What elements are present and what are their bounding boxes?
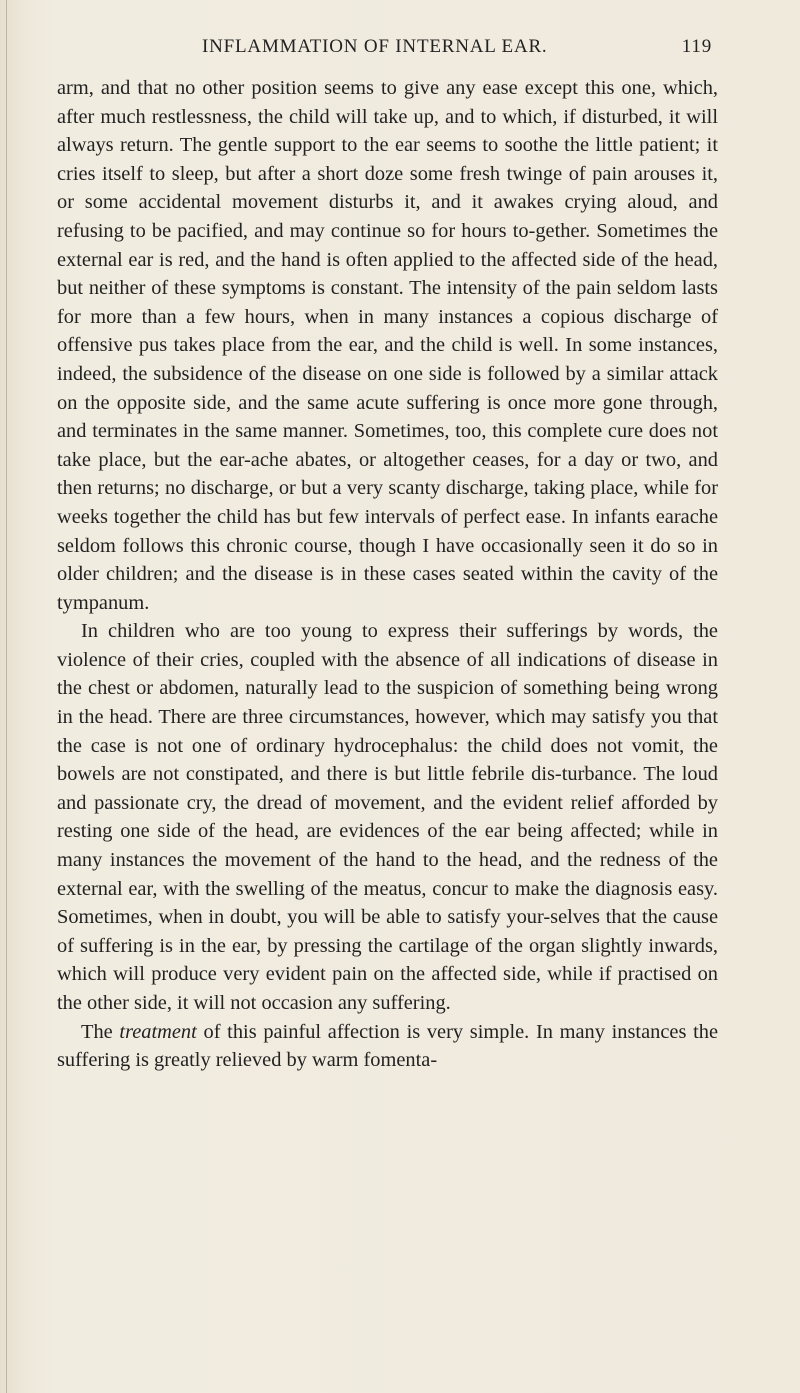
paragraph-text: The xyxy=(81,1020,120,1043)
paragraph: In children who are too young to express their sufferings by words, the violence of their cries, coupled with the absence of all indications of disease in the chest or abdomen, naturally lead to the suspicion of something being wrong in the head. There are three circumstances, however, which may satisfy you that the case is not one of ordinary hydrocephalus: the child does not vomit, the bowels are not constipated, and there is but little febrile dis-turbance. The loud and passionate cry, the dread of movement, and the evident relief afforded by resting one side of the head, are evidences of the ear being affected; while in many instances the movement of the hand to the head, and the redness of the external ear, with the swelling of the meatus, concur to make the diagnosis easy. Sometimes, when in doubt, you will be able to satisfy your-selves that the cause of suffering is in the ear, by pressing the cartilage of the organ slightly inwards, which will produce very evident pain on the affected side, while if practised on the other side, it will not occasion any suffering. xyxy=(57,620,718,1014)
page-gutter-edge xyxy=(6,0,7,1393)
page-header xyxy=(202,36,712,66)
running-head: INFLAMMATION OF INTERNAL EAR. xyxy=(202,36,548,57)
paragraph xyxy=(57,1018,718,1075)
paragraph-text: of this painful affection is very simple. In many instances the suffering is greatly relieved by warm fomenta- xyxy=(57,1020,718,1072)
body-text xyxy=(57,74,718,1075)
page-number: 119 xyxy=(681,36,712,57)
italic-term: treatment xyxy=(119,1020,197,1043)
paragraph: arm, and that no other position seems to give any ease except this one, which, after much restlessness, the child will take up, and to which, if disturbed, it will always return. The gentle support to the ear seems to soothe the little patient; it cries itself to sleep, but after a short doze some fresh twinge of pain arouses it, or some accidental movement disturbs it, and it awakes crying aloud, and refusing to be pacified, and may continue so for hours to-gether. Sometimes the external ear is red, and the hand is often applied to the affected side of the head, but neither of these symptoms is constant. The intensity of the pain seldom lasts for more than a few hours, when in many instances a copious discharge of offensive pus takes place from the ear, and the child is well. In some instances, indeed, the subsidence of the disease on one side is followed by a similar attack on the opposite side, and the same acute suffering is once more gone through, and terminates in the same manner. Sometimes, too, this complete cure does not take place, but the ear-ache abates, or altogether ceases, for a day or two, and then returns; no discharge, or but a very scanty discharge, taking place, while for weeks together the child has but few intervals of perfect ease. In infants earache seldom follows this chronic course, though I have occasionally seen it do so in older children; and the disease is in these cases seated within the cavity of the tympanum. xyxy=(57,77,718,614)
